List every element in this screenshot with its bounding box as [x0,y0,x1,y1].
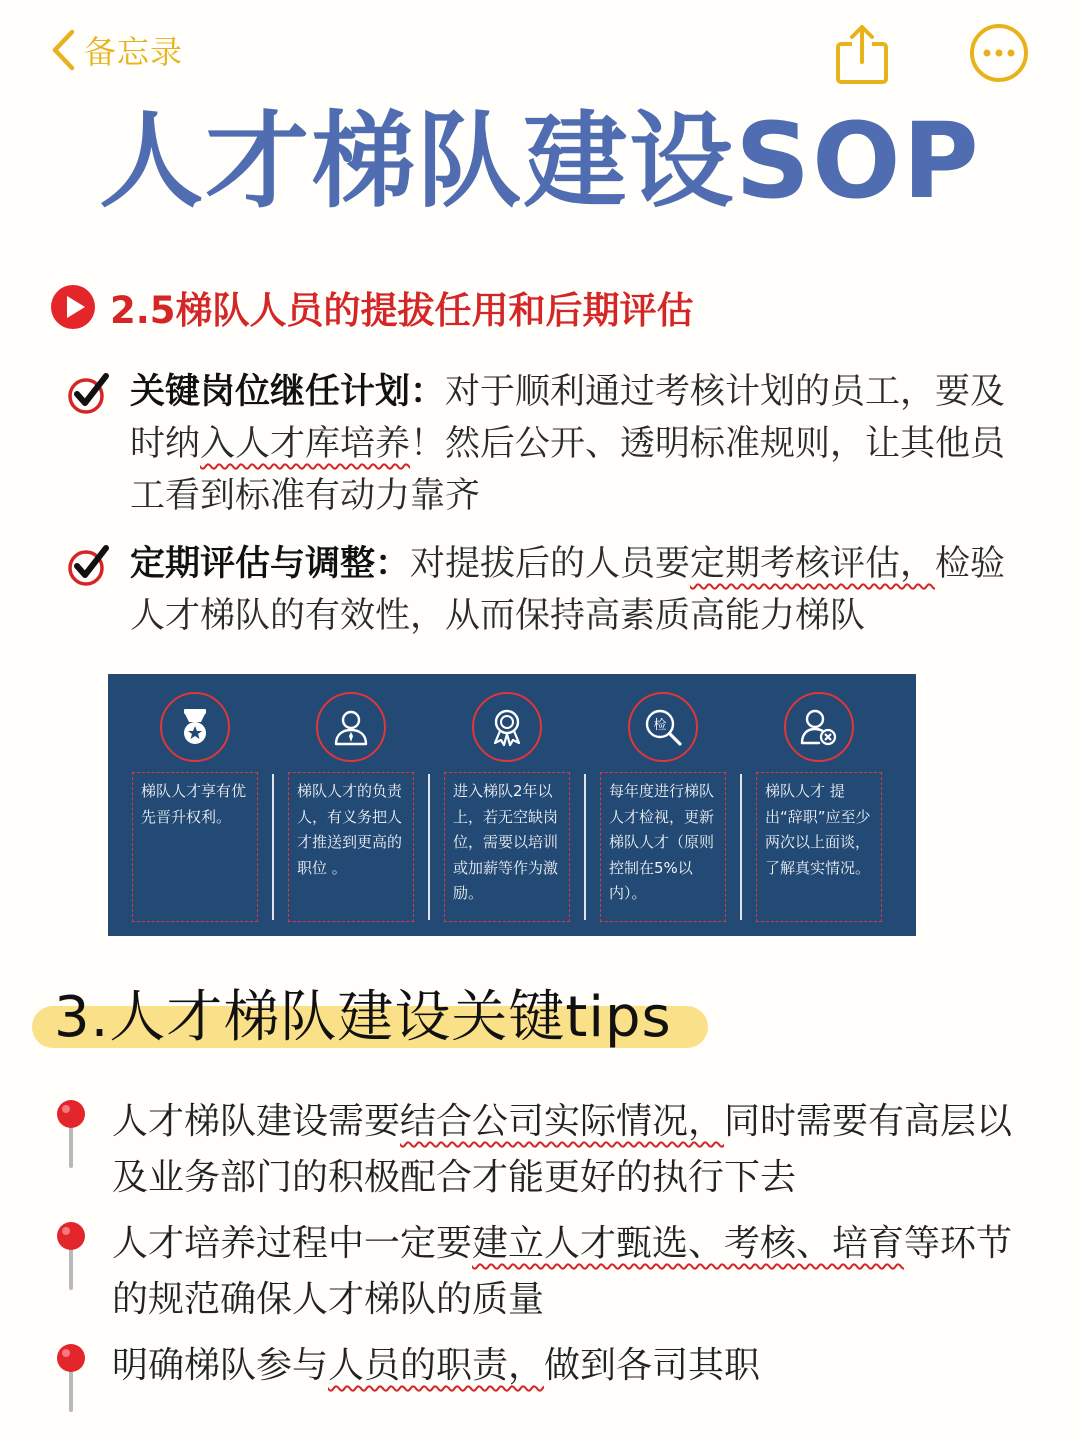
panel-column [444,674,570,936]
panel-divider [584,774,586,920]
panel-divider [740,774,742,920]
more-button[interactable] [968,22,1030,84]
panel-divider [272,774,274,920]
panel-icon-ring [160,692,230,762]
check-item-label: 定期评估与调整： [130,544,411,584]
panel-text: 进入梯队2年以上，若无空缺岗位，需要以培训或加薪等作为激励。 [444,772,570,922]
person-icon [331,707,371,747]
tip-body: 明确梯队参与 [112,1345,329,1386]
tip-body: 人才培养过程中一定要 [112,1223,473,1264]
panel-column [132,674,258,936]
play-icon [50,284,96,330]
panel-icon-ring [472,692,542,762]
tip-body: 人才梯队建设需要 [112,1101,401,1142]
share-icon [834,24,890,86]
check-item-body: 对于顺利通过考核计划的员工，要及时纳 [130,372,1006,464]
tip-item [52,1216,1032,1328]
section-heading-text: 2.5梯队人员的提拔任用和后期评估 [110,289,694,332]
tip-body-tail: 同时需要有高层以及业务部门的积极配合才能更好的执行下去 [112,1101,1013,1198]
page-title: 人才梯队建设SOP [99,100,981,222]
check-item-label: 关键岗位继任计划： [130,372,446,412]
checkmark-icon [66,370,112,416]
tip-item [52,1338,1032,1394]
panel-icon-ring [316,692,386,762]
tip-body-tail: 等环节的规范确保人才梯队的质量 [112,1223,1013,1320]
panel-column [756,674,882,936]
tip-body-tail: 做到各司其职 [544,1345,761,1386]
check-item-emphasis: 定期考核评估， [690,544,936,584]
user-remove-icon [799,707,839,747]
check-item [66,538,1026,642]
back-label: 备忘录 [84,33,184,71]
tip-emphasis: 建立人才甄选、考核、培育 [472,1223,905,1264]
tip-text [112,1094,1032,1206]
check-item [66,366,1026,522]
checkmark-icon [66,542,112,588]
info-panel [108,674,916,936]
pushpin-icon [52,1340,90,1416]
panel-column [600,674,726,936]
medal-icon [175,707,215,747]
tip-text [112,1216,1032,1328]
tip-emphasis: 结合公司实际情况， [400,1101,725,1142]
panel-text: 每年度进行梯队人才检视，更新梯队人才（原则控制在5%以内）。 [600,772,726,922]
section-heading [50,280,694,334]
tip-item [52,1094,1032,1206]
check-item-body-tail: 检验人才梯队的有效性，从而保持高素质高能力梯队 [130,544,1006,636]
inspect-glyph: 检 [653,718,667,733]
check-item-text [130,538,1026,642]
more-icon [968,22,1030,84]
tip-emphasis: 人员的职责， [328,1345,545,1386]
award-ribbon-icon [487,707,527,747]
panel-column [288,674,414,936]
pushpin-icon [52,1096,90,1172]
check-item-body: 对提拔后的人员要 [410,544,691,584]
panel-text: 梯队人才 提出“辞职”应至少两次以上面谈，了解真实情况。 [756,772,882,922]
panel-icon-ring [784,692,854,762]
top-nav [0,0,1080,100]
panel-divider [428,774,430,920]
inspect-magnifier-icon [643,707,683,747]
share-button[interactable] [834,24,890,86]
panel-text: 梯队人才的负责人，有义务把人才推送到更高的职位 。 [288,772,414,922]
check-item-body-tail: ！然后公开、透明标准规则，让其他员工看到标准有动力靠齐 [130,424,1006,516]
section-3-heading: 3.人才梯队建设关键tips [54,985,672,1050]
check-item-text [130,366,1026,522]
check-item-emphasis: 入人才库培养 [200,424,411,464]
tip-text [112,1338,1032,1394]
back-button[interactable] [50,28,183,72]
pushpin-icon [52,1218,90,1294]
panel-icon-ring [628,692,698,762]
chevron-left-icon [50,29,76,71]
panel-text: 梯队人才享有优先晋升权利。 [132,772,258,922]
